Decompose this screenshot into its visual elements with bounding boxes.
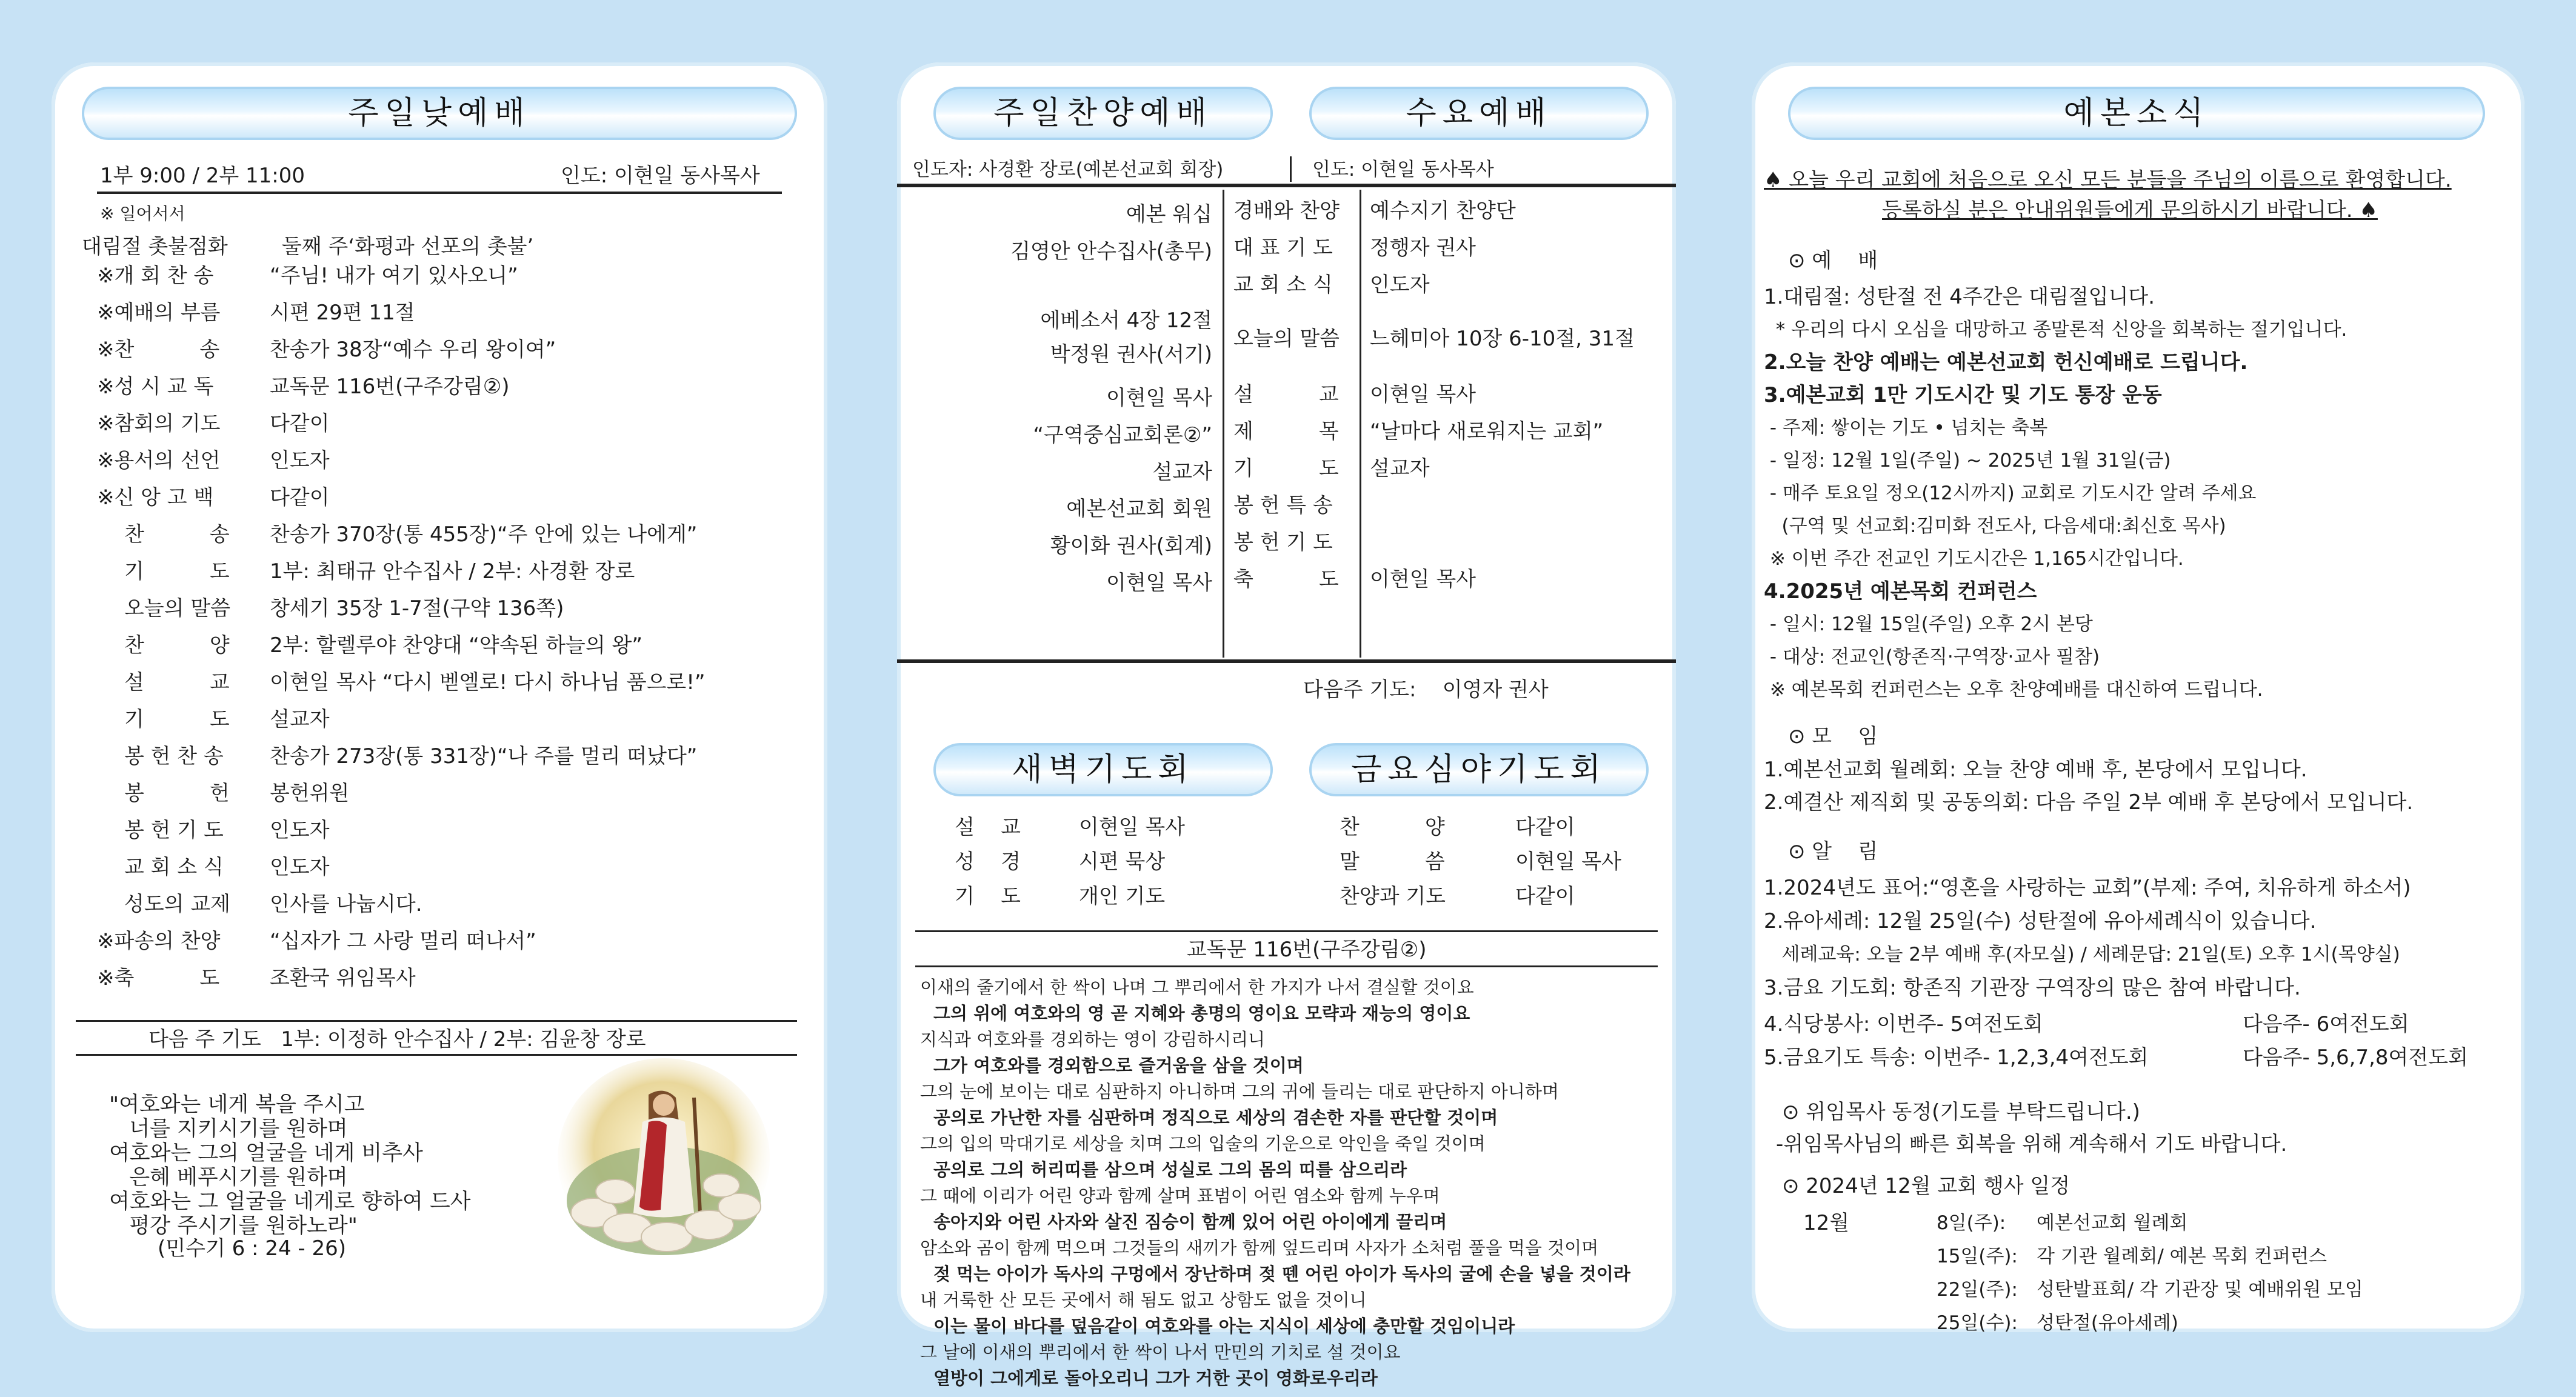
reading-response: 공의로 가난한 자를 심판하며 정직으로 세상의 겸손한 자를 판단할 것이며 [933, 1107, 1498, 1128]
shepherd-with-sheep-image [558, 1061, 770, 1261]
reading-response: 이는 물이 바다를 덮음같이 여호와를 아는 지식이 세상에 충만할 것임이니라 [933, 1316, 1515, 1336]
news-item: ※ 이번 주간 전교인 기도시간은 1,165시간입니다. [1764, 548, 2184, 570]
reading-leader: 그의 입의 막대기로 세상을 치며 그의 입술의 기운으로 악인을 죽일 것이며 [920, 1133, 1486, 1154]
praise-column-item: 예본선교회 회원 [1066, 497, 1212, 521]
reading-leader: 이새의 줄기에서 한 싹이 나며 그 뿌리에서 한 가지가 나서 결실할 것이요 [920, 977, 1474, 998]
praise-column-item: 이현일 목사 [1106, 571, 1212, 595]
friday-label: 찬양과 기도 [1340, 884, 1446, 909]
wednesday-column-item: 이현일 목사 [1370, 567, 1477, 592]
news-item: 4.2025년 예본목회 컨퍼런스 [1764, 579, 2037, 604]
news-item: 2.예결산 제직회 및 공동의회: 다음 주일 2부 예배 후 본당에서 모입니다. [1764, 790, 2414, 815]
wednesday-title [1309, 87, 1649, 140]
news-item: (구역 및 선교회:김미화 전도사, 다음세대:최신호 목사) [1764, 515, 2226, 537]
divider [76, 1054, 797, 1056]
title-text: 새벽기도회 [1012, 752, 1195, 788]
friday-special-next-week: 다음주- 5,6,7,8여전도회 [2243, 1045, 2468, 1070]
service-leader: 인도: 이현일 동사목사 [561, 164, 760, 188]
reading-leader: 그의 눈에 보이는 대로 심판하지 아니하며 그의 귀에 들리는 대로 판단하지 아니하며 [920, 1081, 1559, 1102]
order-value: 봉헌위원 [270, 781, 350, 805]
order-label: 봉 헌 찬 송 [124, 744, 224, 769]
reading-response: 그가 여호와를 경외함으로 즐거움을 삼을 것이며 [933, 1055, 1304, 1076]
blessing-line: 여호와는 그의 얼굴을 네게 비추사 [109, 1141, 423, 1165]
reading-response: 열방이 그에게로 돌아오리니 그가 거한 곳이 영화로우리라 [933, 1368, 1378, 1389]
title-text: 금요심야기도회 [1351, 752, 1607, 788]
reading-leader: 내 거룩한 산 모든 곳에서 해 됨도 없고 상함도 없을 것이니 [920, 1290, 1367, 1310]
sunday-worship-panel [52, 62, 827, 1332]
events-month: 12월 [1803, 1211, 1850, 1235]
title-text: 수요예배 [1406, 95, 1552, 132]
order-label: ※참회의 기도 [97, 412, 221, 436]
order-value: 설교자 [270, 707, 330, 732]
order-label: 축 도 [1233, 567, 1339, 592]
reading-response: 송아지와 어린 사자와 살진 짐승이 함께 있어 어린 아이에게 끌리며 [933, 1212, 1447, 1232]
order-value: 교독문 116번(구주강림②) [270, 375, 510, 399]
news-item: 3.금요 기도회: 항존직 기관장 구역장의 많은 참여 바랍니다. [1764, 976, 2301, 1000]
order-label: 봉 헌 [124, 781, 230, 805]
blessing-line: 은혜 베푸시기를 원하며 [109, 1165, 348, 1190]
dawn-value: 시편 묵상 [1079, 850, 1166, 874]
advent-text: 둘째 주‘화평과 선포의 촛불’ [282, 235, 534, 259]
blessing-reference: (민수기 6 : 24 - 26) [158, 1236, 346, 1261]
order-value: 인도자 [270, 448, 330, 473]
pastor-news-heading: ⊙ 위임목사 동정(기도를 부탁드립니다.) [1782, 1100, 2140, 1124]
order-value: 인사를 나눕시다. [270, 892, 422, 916]
divider [1290, 156, 1292, 182]
dawn-label: 성 경 [955, 850, 1021, 874]
event-name: 각 기관 월례회/ 예본 목회 컨퍼런스 [2037, 1245, 2327, 1267]
reading-leader: 지식과 여호와를 경외하는 영이 강림하시리니 [920, 1029, 1266, 1050]
wednesday-leader: 인도: 이현일 동사목사 [1312, 159, 1494, 181]
order-label: 성도의 교제 [124, 892, 231, 916]
order-label: 봉 헌 특 송 [1233, 493, 1333, 518]
praise-column-item: 황이화 권사(회계) [1050, 534, 1212, 558]
order-value: 인도자 [270, 855, 330, 879]
dawn-label: 설 교 [955, 815, 1021, 839]
order-value: 인도자 [270, 818, 330, 842]
divider [76, 1020, 797, 1022]
divider [915, 965, 1658, 967]
event-name: 예본선교회 월례회 [2037, 1212, 2188, 1234]
reading-leader: 그 날에 이새의 뿌리에서 한 싹이 나서 만민의 기치로 설 것이요 [920, 1342, 1401, 1362]
order-label: 오늘의 말씀 [1233, 327, 1340, 351]
wednesday-column-item: 인도자 [1370, 273, 1430, 297]
title-text: 주일찬양예배 [993, 95, 1213, 132]
order-value: 조환국 위임목사 [270, 966, 416, 990]
order-value: 2부: 할렐루야 찬양대 “약속된 하늘의 왕” [270, 633, 643, 658]
news-item: 1.대림절: 성탄절 전 4주간은 대림절입니다. [1764, 285, 2155, 309]
news-item: 3.예본교회 1만 기도시간 및 기도 통장 운동 [1764, 383, 2162, 407]
section-meeting-heading: ⊙ 모 임 [1788, 724, 1878, 749]
friday-special-this-week: 5.금요기도 특송: 이번주- 1,2,3,4여전도회 [1764, 1045, 2149, 1070]
wednesday-column-item: 정행자 권사 [1370, 236, 1477, 260]
event-date: 8일(주): [1937, 1212, 2006, 1234]
welcome-line-2: 등록하실 분은 안내위원들에게 문의하시기 바랍니다. ♠ [1882, 198, 2378, 222]
next-wednesday-prayer: 다음주 기도: 이영자 권사 [1303, 678, 1549, 702]
event-name: 성탄절(유아세례) [2037, 1312, 2178, 1334]
reading-response: 젖 먹는 아이가 독사의 구멍에서 장난하며 젖 뗀 어린 아이가 독사의 굴에 손을 넣을 것이라 [933, 1264, 1630, 1284]
order-label: ※신 앙 고 백 [97, 485, 214, 510]
order-value: 창세기 35장 1-7절(구약 136쪽) [270, 596, 564, 621]
news-item: * 우리의 다시 오심을 대망하고 종말론적 신앙을 회복하는 절기입니다. [1764, 319, 2347, 341]
advent-label: 대림절 촛불점화 [82, 235, 228, 259]
order-label: 오늘의 말씀 [124, 596, 231, 621]
news-item: - 일정: 12월 1일(주일) ~ 2025년 1월 31일(금) [1764, 450, 2171, 472]
reading-leader: 그 때에 이리가 어린 양과 함께 살며 표범이 어린 염소와 함께 누우며 [920, 1185, 1440, 1206]
event-date: 25일(수): [1937, 1312, 2018, 1334]
news-item: 2.유아세례: 12월 25일(수) 성탄절에 유아세례식이 있습니다. [1764, 909, 2317, 933]
friday-value: 다같이 [1515, 884, 1575, 909]
next-prayer: 다음 주 기도 1부: 이정하 안수집사 / 2부: 김윤창 장로 [148, 1027, 646, 1052]
panel-title [1788, 87, 2485, 140]
praise-column-item: 이현일 목사 [1106, 386, 1212, 410]
order-label: 제 목 [1233, 419, 1339, 444]
event-date: 22일(주): [1937, 1279, 2018, 1301]
praise-column-item: 김영안 안수집사(총무) [1010, 239, 1212, 264]
section-worship-heading: ⊙ 예 배 [1788, 248, 1878, 273]
order-label: 찬 송 [124, 522, 230, 547]
order-value: 다같이 [270, 412, 330, 436]
meal-service-next-week: 다음주- 6여전도회 [2243, 1012, 2409, 1036]
praise-leader: 인도자: 사경환 장로(예본선교회 회장) [912, 159, 1224, 181]
order-label: 설 교 [124, 670, 230, 695]
news-item: - 대상: 전교인(항존직·구역장·교사 필참) [1764, 646, 2100, 668]
events-heading: ⊙ 2024년 12월 교회 행사 일정 [1782, 1174, 2070, 1198]
friday-label: 찬 양 [1340, 815, 1445, 839]
order-label: 기 도 [1233, 456, 1339, 481]
blessing-line: "여호와는 네게 복을 주시고 [109, 1093, 365, 1117]
order-label: 경배와 찬양 [1233, 199, 1340, 223]
service-time: 1부 9:00 / 2부 11:00 [100, 164, 305, 188]
order-label: 설 교 [1233, 382, 1339, 407]
order-label: 교 회 소 식 [1233, 273, 1333, 297]
friday-value: 다같이 [1515, 815, 1575, 839]
dawn-prayer-title [933, 743, 1273, 796]
order-label: 봉 헌 기 도 [124, 818, 224, 842]
wednesday-column-item: 이현일 목사 [1370, 382, 1477, 407]
dawn-value: 이현일 목사 [1079, 815, 1186, 839]
section-notice-heading: ⊙ 알 림 [1788, 839, 1878, 864]
meal-service-this-week: 4.식당봉사: 이번주- 5여전도회 [1764, 1012, 2043, 1036]
order-label: ※용서의 선언 [97, 448, 221, 473]
column-divider [1360, 190, 1361, 658]
order-label: ※찬 송 [97, 338, 220, 362]
news-item: 1.2024년도 표어:“영혼을 사랑하는 교회”(부제: 주여, 치유하게 하소서) [1764, 876, 2411, 900]
dawn-value: 개인 기도 [1079, 884, 1166, 909]
wednesday-column-item: “날마다 새로워지는 교회” [1370, 419, 1604, 444]
friday-prayer-title [1309, 743, 1649, 796]
order-label: ※예배의 부름 [97, 301, 221, 325]
divider [897, 184, 1676, 187]
praise-worship-panel [897, 62, 1676, 1389]
event-name: 성탄발표회/ 각 기관장 및 예배위원 모임 [2037, 1279, 2363, 1301]
order-label: ※축 도 [97, 966, 220, 990]
stand-note: ※ 일어서서 [100, 204, 185, 224]
wednesday-column-item: 설교자 [1370, 456, 1430, 481]
order-value: 찬송가 273장(통 331장)“나 주를 멀리 떠났다” [270, 744, 698, 769]
reading-response: 공의로 그의 허리띠를 삼으며 성실로 그의 몸의 띠를 삼으리라 [933, 1159, 1407, 1180]
blessing-line: 너를 지키시기를 원하며 [109, 1117, 348, 1141]
reading-leader: 암소와 곰이 함께 먹으며 그것들의 새끼가 함께 엎드리며 사자가 소처럼 풀을 먹을 것이며 [920, 1238, 1599, 1258]
order-label: ※개 회 찬 송 [97, 264, 214, 288]
church-news-panel [1752, 62, 2524, 1332]
news-item: - 일시: 12월 15일(주일) 오후 2시 본당 [1764, 613, 2093, 635]
column-divider [1223, 190, 1224, 658]
reading-response: 그의 위에 여호와의 영 곧 지혜와 총명의 영이요 모략과 재능의 영이요 [933, 1003, 1470, 1024]
order-label: 봉 헌 기 도 [1233, 530, 1333, 555]
divider [97, 192, 782, 194]
news-item: ※ 예본목회 컨퍼런스는 오후 찬양예배를 대신하여 드립니다. [1764, 679, 2263, 701]
order-value: “주님! 내가 여기 있사오니” [270, 264, 518, 288]
welcome-line-1: ♠ 오늘 우리 교회에 처음으로 오신 모든 분들을 주님의 이름으로 환영합니다. [1764, 168, 2452, 192]
wednesday-column-item: 예수지기 찬양단 [1370, 199, 1516, 223]
event-date: 15일(주): [1937, 1245, 2018, 1267]
blessing-line: 여호와는 그 얼굴을 네게로 향하여 드사 [109, 1190, 471, 1214]
order-label: 찬 양 [124, 633, 230, 658]
pastor-news-text: -위임목사님의 빠른 회복을 위해 계속해서 기도 바랍니다. [1776, 1132, 2287, 1156]
panel-title [82, 87, 797, 140]
title-text: 예본소식 [2063, 95, 2210, 132]
blessing-line: 평강 주시기를 원하노라" [109, 1214, 358, 1238]
praise-column-item: 설교자 [1152, 460, 1212, 484]
sunday-praise-title [933, 87, 1273, 140]
order-label: 대 표 기 도 [1233, 236, 1333, 260]
praise-column-item: “구역중심교회론②” [1033, 423, 1212, 447]
news-item: - 주제: 쌓이는 기도 • 넘치는 축복 [1764, 417, 2048, 439]
order-value: “십자가 그 사랑 멀리 떠나서” [270, 929, 536, 953]
order-label: 기 도 [124, 707, 230, 732]
divider [897, 659, 1676, 663]
friday-label: 말 씀 [1340, 850, 1445, 874]
reading-title: 교독문 116번(구주강림②) [1187, 938, 1427, 962]
praise-column-item: 예본 워십 [1126, 202, 1212, 227]
news-item: 2.오늘 찬양 예배는 예본선교회 헌신예배로 드립니다. [1764, 350, 2248, 375]
order-value: 찬송가 38장“예수 우리 왕이여” [270, 338, 556, 362]
friday-value: 이현일 목사 [1515, 850, 1622, 874]
order-value: 찬송가 370장(통 455장)“주 안에 있는 나에게” [270, 522, 698, 547]
order-value: 이현일 목사 “다시 벧엘로! 다시 하나님 품으로!” [270, 670, 706, 695]
divider [915, 930, 1658, 932]
wednesday-column-item: 느헤미아 10장 6-10절, 31절 [1370, 327, 1635, 351]
title-text: 주일낮예배 [348, 95, 531, 132]
praise-column-item: 에베소서 4장 12절 박정원 권사(서기) [1040, 308, 1212, 367]
news-item: 세례교육: 오늘 2부 예배 후(자모실) / 세례문답: 21일(토) 오후 1시(목양실) [1764, 944, 2400, 965]
order-label: ※성 시 교 독 [97, 375, 214, 399]
order-label: 기 도 [124, 559, 230, 584]
dawn-label: 기 도 [955, 884, 1021, 909]
order-value: 다같이 [270, 485, 330, 510]
news-item: 1.예본선교회 월례회: 오늘 찬양 예배 후, 본당에서 모입니다. [1764, 758, 2307, 782]
order-value: 시편 29편 11절 [270, 301, 415, 325]
order-value: 1부: 최태규 안수집사 / 2부: 사경환 장로 [270, 559, 635, 584]
order-label: ※파송의 찬양 [97, 929, 221, 953]
news-item: - 매주 토요일 정오(12시까지) 교회로 기도시간 알려 주세요 [1764, 482, 2257, 504]
order-label: 교 회 소 식 [124, 855, 224, 879]
